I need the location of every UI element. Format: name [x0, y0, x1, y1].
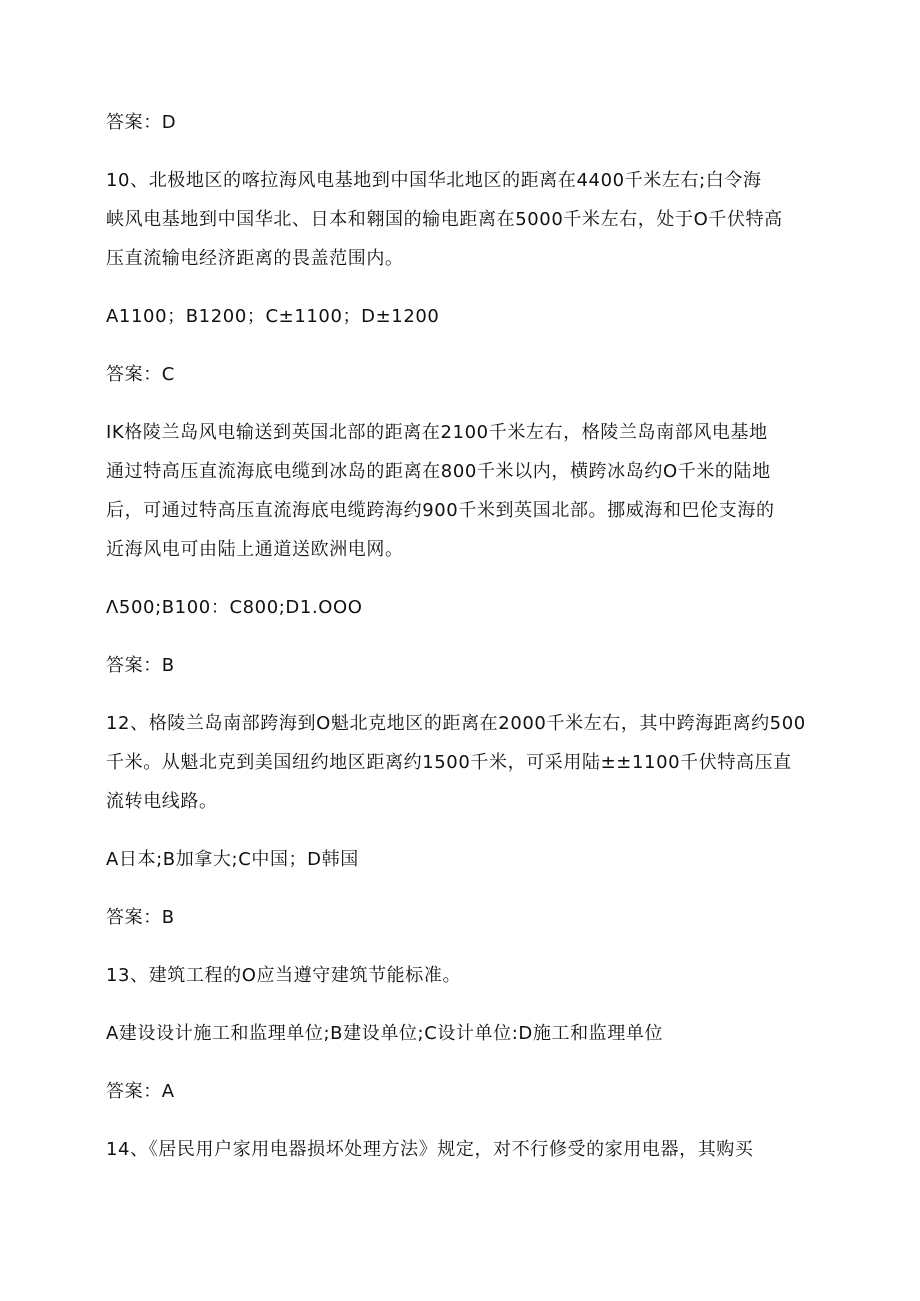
paragraph-gap: [106, 879, 814, 898]
paragraph-gap: [106, 278, 814, 297]
text-line: A日本;B加拿大;C中国；D韩国: [106, 849, 359, 870]
text-line: 通过特高压直流海底电缆到冰岛的距离在800千米以内，横跨冰岛约O千米的陆地: [106, 461, 771, 482]
paragraph-gap: [106, 1053, 814, 1072]
text-line: 后，可通过特高压直流海底电缆跨海约900千米到英国北部。挪威海和巴伦支海的: [106, 500, 775, 521]
text-line: 流转电线路。: [106, 791, 218, 812]
paragraph-gap: [106, 142, 814, 161]
paragraph-gap: [106, 995, 814, 1014]
paragraph-gap: [106, 569, 814, 588]
text-line: 压直流输电经济距离的畏盖范围内。: [106, 248, 404, 269]
text-line: 14、《居民用户家用电器损坏处理方法》规定，对不行修受的家用电器，其购买: [106, 1139, 754, 1160]
text-line: Λ500;B100：C800;D1.OOO: [106, 597, 363, 618]
text-line: 答案：C: [106, 364, 175, 385]
paragraph-gap: [106, 336, 814, 355]
text-line: 峡风电基地到中国华北、日本和翱国的输电距离在5000千米左右，处于O千伏特高: [106, 209, 783, 230]
text-line: 答案：B: [106, 655, 175, 676]
text-line: 12、格陵兰岛南部跨海到O魁北克地区的距离在2000千米左右，其中跨海距离约500: [106, 713, 806, 734]
paragraph-gap: [106, 821, 814, 840]
text-line: 答案：B: [106, 907, 175, 928]
paragraph-gap: [106, 685, 814, 704]
paragraph-gap: [106, 627, 814, 646]
text-line: A建设设计施工和监理单位;B建设单位;C设计单位:D施工和监理单位: [106, 1023, 664, 1044]
text-line: 近海风电可由陆上通道送欧洲电网。: [106, 539, 404, 560]
text-line: A1100；B1200；C±1100；D±1200: [106, 306, 440, 327]
text-line: 千米。从魁北克到美国纽约地区距离约1500千米，可采用陆±±1100千伏特高压直: [106, 752, 792, 773]
text-line: 10、北极地区的喀拉海风电基地到中国华北地区的距离在4400千米左右;白令海: [106, 170, 762, 191]
text-line: 答案：D: [106, 112, 177, 133]
paragraph-gap: [106, 937, 814, 956]
text-line: 13、建筑工程的O应当遵守建筑节能标准。: [106, 965, 462, 986]
paragraph-gap: [106, 394, 814, 413]
text-line: IK格陵兰岛风电输送到英国北部的距离在2100千米左右，格陵兰岛南部风电基地: [106, 422, 768, 443]
text-line: 答案：A: [106, 1081, 175, 1102]
paragraph-gap: [106, 1111, 814, 1130]
document-body: [106, 103, 814, 1169]
